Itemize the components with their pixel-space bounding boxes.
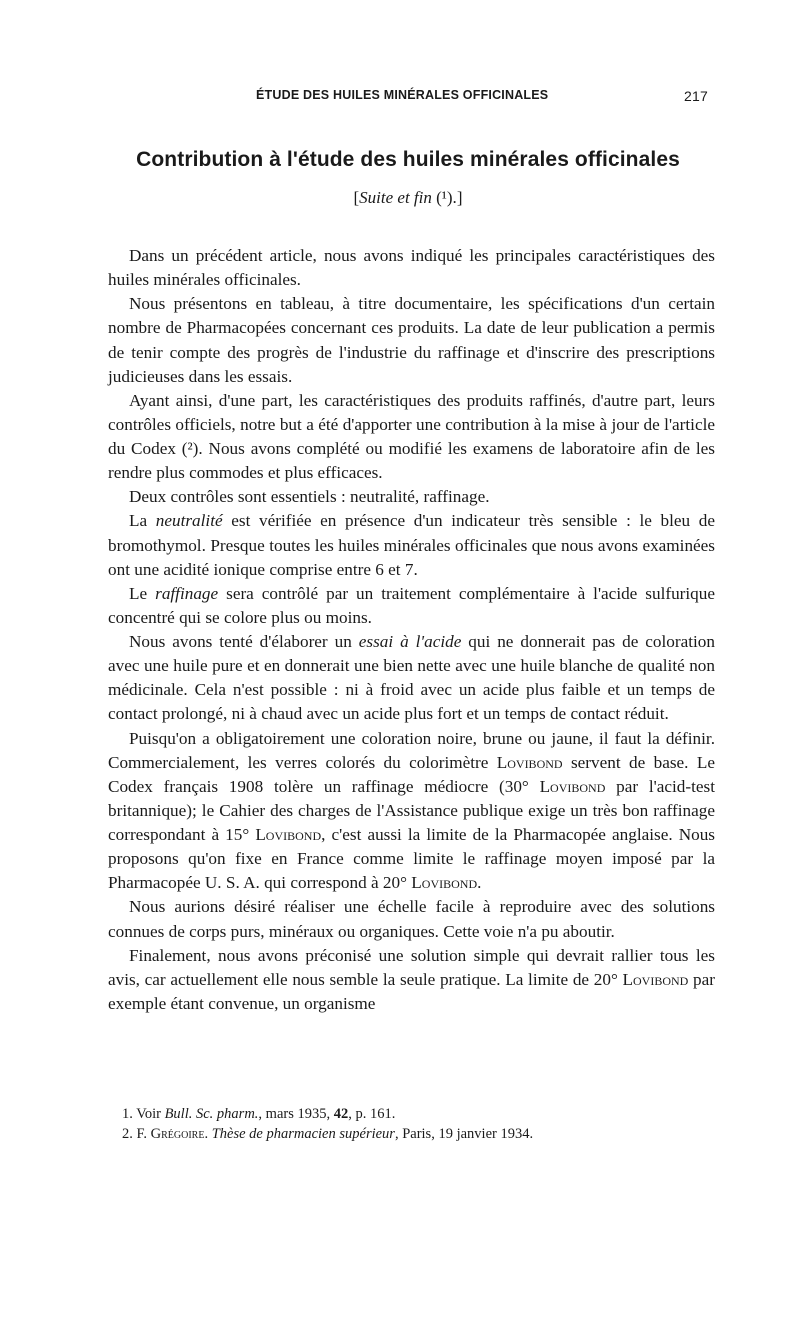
- text-run: par exemple étant convenue, un organisme: [108, 969, 715, 1013]
- text-run: qui ne donnerait pas de coloration avec une huile pure et en donnerait une bien nette avec une huile blanche de qualité non médicinale. Cela n'est possible : ni à froid avec un acide plus faible et un temps de contact prolongé, ni à chaud avec un acide plus fort et un temps de contact réduit.: [108, 632, 715, 724]
- subtitle-italic: Suite et fin: [359, 188, 432, 207]
- emphasis-neutralite: neutralité: [155, 511, 223, 531]
- volume-number: 42: [333, 1106, 349, 1122]
- text-run: .: [204, 1126, 212, 1142]
- paragraph-4: Deux contrôles sont essentiels : neutralité, raffinage.: [129, 487, 490, 507]
- emphasis-essai-acide: essai à l'acide: [358, 632, 462, 651]
- paragraph-3: Ayant ainsi, d'une part, les caractéristiques des produits raffinés, d'autre part, leurs contrôles officiels, notre but a été d'apporter une contribution à la mise à jour de l'article du Codex (²). Nous avons complété ou modifié les examens de laboratoire afin de les rendre plus commodes et plus efficaces.: [108, 390, 715, 483]
- footnote-1: [108, 1104, 715, 1124]
- text-run: sera contrôlé par un traitement complémentaire à l'acide sulfurique concentré qui se colore plus ou moins.: [108, 583, 715, 627]
- paragraph-10: [108, 944, 715, 1016]
- paragraph-9: Nous aurions désiré réaliser une échelle facile à reproduire avec des solutions connues de corps purs, minéraux ou organiques. Cette voie n'a pu aboutir.: [108, 897, 715, 941]
- footnotes: [108, 1104, 715, 1144]
- article-title: Contribution à l'étude des huiles minérales officinales: [136, 148, 680, 171]
- text-run: est vérifiée en présence d'un indicateur très sensible : le bleu de bromothymol. Presque toutes les huiles minérales officinales que nous avons examinées ont une acidité ionique comprise entre 6 et 7.: [108, 511, 715, 579]
- running-head: [108, 88, 708, 108]
- article-subtitle: [Suite et fin (¹).]: [353, 188, 463, 207]
- lovibond-smallcaps: Lovibond: [255, 825, 322, 844]
- journal-name: Bull. Sc. pharm.: [164, 1106, 259, 1122]
- text-run: servent de base. Le Codex français 1908 tolère un raffinage médiocre (30°: [108, 752, 715, 796]
- article-body: [108, 244, 715, 1016]
- text-run: par l'acid-test britannique); le Cahier des charges de l'Assistance publique exige un très bon raffinage correspondant à 15°: [108, 776, 715, 844]
- lovibond-smallcaps: Lovibond: [539, 776, 606, 796]
- text-run: Le: [129, 583, 156, 603]
- text-run: La: [129, 511, 156, 531]
- footnote-2: [108, 1124, 715, 1144]
- text-run: .: [477, 873, 482, 893]
- text-run: Puisqu'on a obligatoirement une coloration noire, brune ou jaune, il faut la définir. Commercialement, les verres colorés du colorimètre: [108, 728, 715, 772]
- lovibond-smallcaps: Lovibond: [622, 969, 689, 989]
- paragraph-1: Dans un précédent article, nous avons indiqué les principales caractéristiques des huiles minérales officinales.: [108, 246, 715, 290]
- running-title: ÉTUDE DES HUILES MINÉRALES OFFICINALES: [256, 88, 549, 102]
- text-run: , c'est aussi la limite de la Pharmacopée anglaise. Nous proposons qu'on fixe en France comme limite le raffinage moyen imposé par la Pharmacopée U. S. A. qui correspond à 20°: [108, 825, 715, 893]
- lovibond-smallcaps: Lovibond: [411, 873, 478, 893]
- paragraph-2: Nous présentons en tableau, à titre documentaire, les spécifications d'un certain nombre de Pharmacopées concernant ces produits. La date de leur publication a permis de tenir compte des progrès de l'industrie du raffinage et d'inscrire des prescriptions judicieuses dans les essais.: [108, 294, 715, 386]
- paragraph-8: [108, 727, 715, 896]
- text-run: , mars 1935,: [258, 1106, 334, 1122]
- text-run: , Paris, 19 janvier 1934.: [394, 1126, 534, 1142]
- text-run: 2. F.: [122, 1126, 151, 1142]
- paragraph-6: [108, 582, 715, 630]
- text-run: , p. 161.: [348, 1106, 396, 1122]
- paragraph-7: [108, 630, 715, 727]
- text-run: Nous avons tenté d'élaborer un: [129, 632, 359, 651]
- emphasis-raffinage: raffinage: [155, 583, 219, 603]
- author-name: Grégoire: [150, 1126, 205, 1142]
- lovibond-smallcaps: Lovibond: [496, 752, 563, 772]
- paragraph-5: [108, 509, 715, 581]
- text-run: Finalement, nous avons préconisé une solution simple qui devrait rallier tous les avis, car actuellement elle nous semble la seule pratique. La limite de 20°: [108, 945, 715, 989]
- page-number: 217: [684, 88, 708, 104]
- text-run: 1. Voir: [122, 1106, 165, 1122]
- thesis-title: Thèse de pharmacien supérieur: [211, 1126, 395, 1142]
- subtitle-footnote-ref: (¹).: [436, 188, 457, 207]
